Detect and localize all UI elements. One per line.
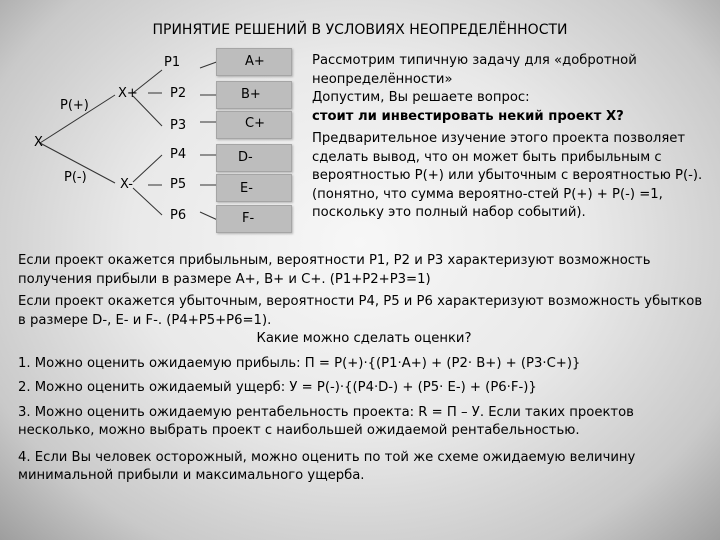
- intro-line-1: Рассмотрим типичную задачу для «добротной неопределённости»: [312, 53, 637, 87]
- p6-label: P6: [170, 208, 187, 223]
- intro-question: стоит ли инвестировать некий проект Х?: [312, 108, 624, 124]
- p-minus-label: P(-): [64, 170, 87, 185]
- estimate-item-2: 2. Можно оценить ожидаемый ущерб: У = Р(-)·{(Р4·D-) + (Р5· Е-) + (Р6·F-)}: [18, 380, 537, 395]
- question-line: Какие можно сделать оценки?: [256, 331, 472, 346]
- estimate-item-3: 3. Можно оценить ожидаемую рентабельность проекта: R = П – У. Если таких проектов несколько, можно выбрать проект с наибольшей ожидаемой рентабельностью.: [18, 404, 634, 438]
- estimate-item-4: 4. Если Вы человек осторожный, можно оценить по той же схеме ожидаемую величину минимальной прибыли и максимального ущерба.: [18, 449, 636, 483]
- loss-paragraph: Если проект окажется убыточным, вероятности Р4, Р5 и Р6 характеризуют возможность убытков в размере D-, E- и F-. (Р4+Р5+Р6=1).: [18, 294, 703, 328]
- d-minus-label: D-: [238, 150, 253, 165]
- p5-label: P5: [170, 177, 187, 192]
- d-minus-box: [216, 144, 292, 172]
- p1-label: P1: [164, 55, 181, 70]
- estimate-item-1: 1. Можно оценить ожидаемую прибыль: П = Р(+)·{(Р1·А+) + (Р2· В+) + (Р3·С+)}: [18, 355, 581, 371]
- e-minus-box: [216, 174, 292, 202]
- c-plus-label: C+: [245, 116, 265, 131]
- profit-paragraph: Если проект окажется прибыльным, вероятности Р1, Р2 и Р3 характеризуют возможность получения прибыли в размере А+, В+ и С+. (Р1+Р2+Р3=1): [18, 253, 651, 287]
- p-plus-label: P(+): [60, 98, 89, 113]
- root-node-x: X: [34, 135, 43, 150]
- page-title: ПРИНЯТИЕ РЕШЕНИЙ В УСЛОВИЯХ НЕОПРЕДЕЛЁННОСТИ: [152, 22, 568, 38]
- f-minus-label: F-: [242, 211, 255, 226]
- b-plus-label: B+: [241, 87, 261, 102]
- a-plus-label: A+: [245, 54, 265, 69]
- e-minus-label: E-: [240, 181, 253, 196]
- x-minus-node: X-: [120, 177, 133, 192]
- intro-text: [312, 52, 712, 223]
- x-plus-node: X+: [118, 86, 138, 101]
- p3-label: P3: [170, 118, 187, 133]
- p2-label: P2: [170, 86, 187, 101]
- intro-probabilities: Предварительное изучение этого проекта позволяет сделать вывод, что он может быть прибыльным с вероятностью Р(+) или убыточным с вероятностью Р(-). (понятно, что сумма вероятно-стей Р(+) + Р(-) =1, поскольку это полный набор событий).: [312, 131, 703, 220]
- body-text: [18, 252, 710, 486]
- intro-line-2: Допустим, Вы решаете вопрос:: [312, 90, 530, 105]
- p4-label: P4: [170, 147, 187, 162]
